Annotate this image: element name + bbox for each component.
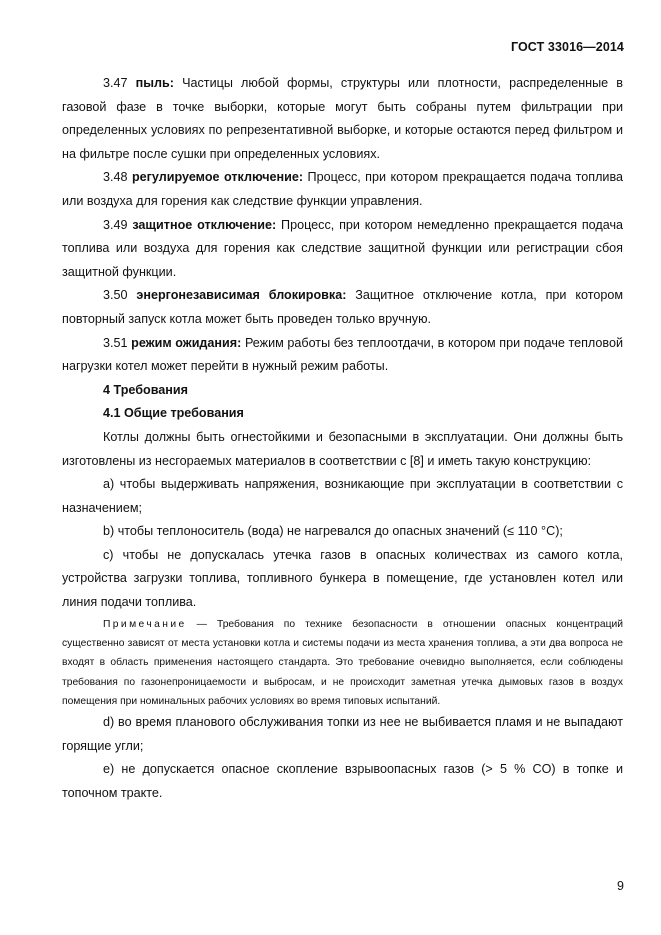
- requirement-item-a: а) чтобы выдерживать напряжения, возникающие при эксплуатации в соответствии с назначением;: [62, 477, 623, 515]
- definition-3-51: [62, 332, 623, 379]
- definition-number: 3.50: [103, 288, 128, 303]
- note-text: — Требования по технике безопасности в отношении опасных концентраций существенно зависят от места установки котла и системы подачи из места хранения топлива, а эти два вопроса не входят в область применения настоящего стандарта. Это требование очевидно выполняется, если соблюдены требования по газонепроницаемости и выбросам, и не происходит заметная утечка дымовых газов в воздух помещения при номинальных рабочих условиях во время типовых испытаний.: [62, 618, 623, 707]
- definition-text: Защитное отключение котла, при котором повторный запуск котла может быть проведен только вручную.: [62, 288, 623, 326]
- note: [62, 615, 623, 711]
- definition-3-49: [62, 214, 623, 285]
- subsection-heading: 4.1 Общие требования: [103, 406, 244, 421]
- section-heading: 4 Требования: [103, 382, 188, 397]
- definition-term: защитное отключение:: [132, 217, 277, 232]
- definition-term: пыль:: [135, 76, 174, 90]
- definition-term: энергонезависимая блокировка:: [136, 288, 347, 303]
- definition-text: Процесс, при котором немедленно прекращается подача топлива или воздуха для горения как следствие защитной функции или регистрации сбоя защитной функции.: [62, 217, 624, 279]
- definition-text: Процесс, при котором прекращается подача топлива или воздуха для горения как следствие функции управления.: [62, 170, 624, 208]
- requirement-item-c: с) чтобы не допускалась утечка газов в опасных количествах из самого котла, устройства загрузки топлива, топливного бункера в помещение, где установлен котел или линия подачи топлива.: [62, 547, 623, 610]
- definition-number: 3.47: [103, 76, 128, 90]
- note-label: Примечание: [103, 618, 187, 630]
- page-body: [62, 72, 623, 806]
- definition-number: 3.48: [103, 170, 128, 185]
- page-number: 9: [617, 879, 624, 893]
- definition-number: 3.51: [103, 335, 128, 350]
- definition-term: регулируемое отключение:: [131, 170, 304, 185]
- requirement-item-d: d) во время планового обслуживания топки из нее не выбивается пламя и не выпадают горящие угли;: [62, 715, 623, 753]
- definition-number: 3.49: [103, 217, 128, 232]
- document-id: ГОСТ 33016—2014: [510, 40, 624, 54]
- requirement-item-e: е) не допускается опасное скопление взрывоопасных газов (> 5 % CO) в топке и топочном тракте.: [62, 762, 623, 800]
- definition-3-48: [62, 166, 623, 213]
- requirement-item-b: b) чтобы теплоноситель (вода) не нагревался до опасных значений (≤ 110 °C);: [103, 524, 563, 539]
- definition-3-50: [62, 284, 623, 331]
- definition-text: Режим работы без теплоотдачи, в котором при подаче тепловой нагрузки котел может перейти в нужный режим работы.: [62, 335, 624, 374]
- section-intro: Котлы должны быть огнестойкими и безопасными в эксплуатации. Они должны быть изготовлены из несгораемых материалов в соответствии с [8] и иметь такую конструкцию:: [62, 429, 623, 468]
- definition-3-47: [62, 72, 623, 166]
- definition-term: режим ожидания:: [131, 335, 242, 350]
- definition-text: Частицы любой формы, структуры или плотности, распределенные в газовой фазе в точке выборки, которые могут быть собраны путем фильтрации при определенных условиях по репрезентативной выборке, и которые остаются перед фильтром и на фильтре после сушки при определенных условиях.: [62, 76, 623, 161]
